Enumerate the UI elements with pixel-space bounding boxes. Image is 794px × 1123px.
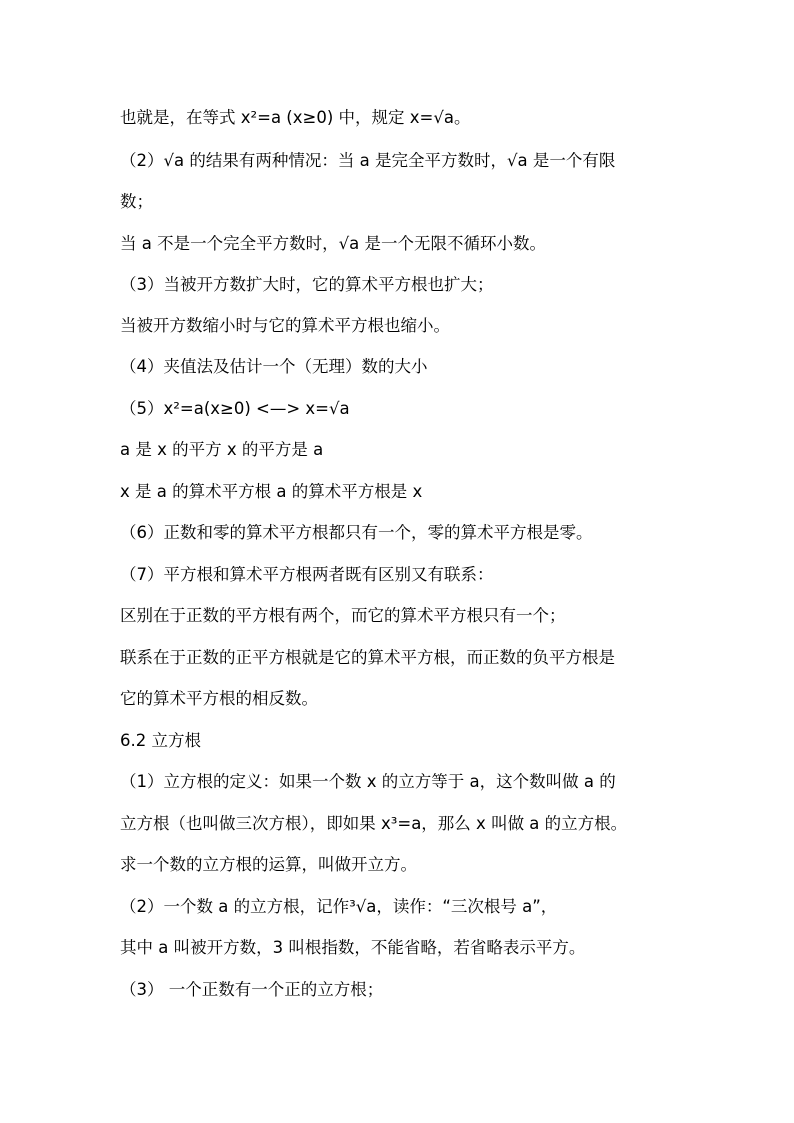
text-line: 数； [120,192,153,211]
text-line: （3）当被开方数扩大时，它的算术平方根也扩大； [120,275,494,294]
text-line: （2）一个数 a 的立方根，记作³√a，读作：“三次根号 a”， [120,897,558,916]
text-line: （2）√a 的结果有两种情况：当 a 是完全平方数时，√a 是一个有限 [120,151,616,170]
text-line: a 是 x 的平方 x 的平方是 a [120,440,324,459]
text-line: x 是 a 的算术平方根 a 的算术平方根是 x [120,482,423,501]
text-line: 也就是，在等式 x²=a (x≥0) 中，规定 x=√a。 [120,108,471,127]
text-line: 区别在于正数的平方根有两个，而它的算术平方根只有一个； [120,606,566,625]
text-line: （5）x²=a(x≥0) <—> x=√a [120,399,350,418]
text-line: 其中 a 叫被开方数，3 叫根指数，不能省略，若省略表示平方。 [120,938,586,957]
text-line: 求一个数的立方根的运算，叫做开立方。 [120,855,417,874]
text-line: （4）夹值法及估计一个（无理）数的大小 [120,357,428,376]
text-line: （1）立方根的定义：如果一个数 x 的立方等于 a，这个数叫做 a 的 [120,772,616,791]
text-line: （3） 一个正数有一个正的立方根； [120,980,384,999]
section-heading: 6.2 立方根 [120,731,201,750]
text-line: 它的算术平方根的相反数。 [120,689,318,708]
text-line: 联系在于正数的正平方根就是它的算术平方根，而正数的负平方根是 [120,648,615,667]
text-line: （6）正数和零的算术平方根都只有一个，零的算术平方根是零。 [120,523,593,542]
text-line: 当被开方数缩小时与它的算术平方根也缩小。 [120,316,450,335]
text-line: （7）平方根和算术平方根两者既有区别又有联系： [120,565,494,584]
text-line: 当 a 不是一个完全平方数时，√a 是一个无限不循环小数。 [120,234,546,253]
text-line: 立方根（也叫做三次方根），即如果 x³=a，那么 x 叫做 a 的立方根。 [120,814,628,833]
